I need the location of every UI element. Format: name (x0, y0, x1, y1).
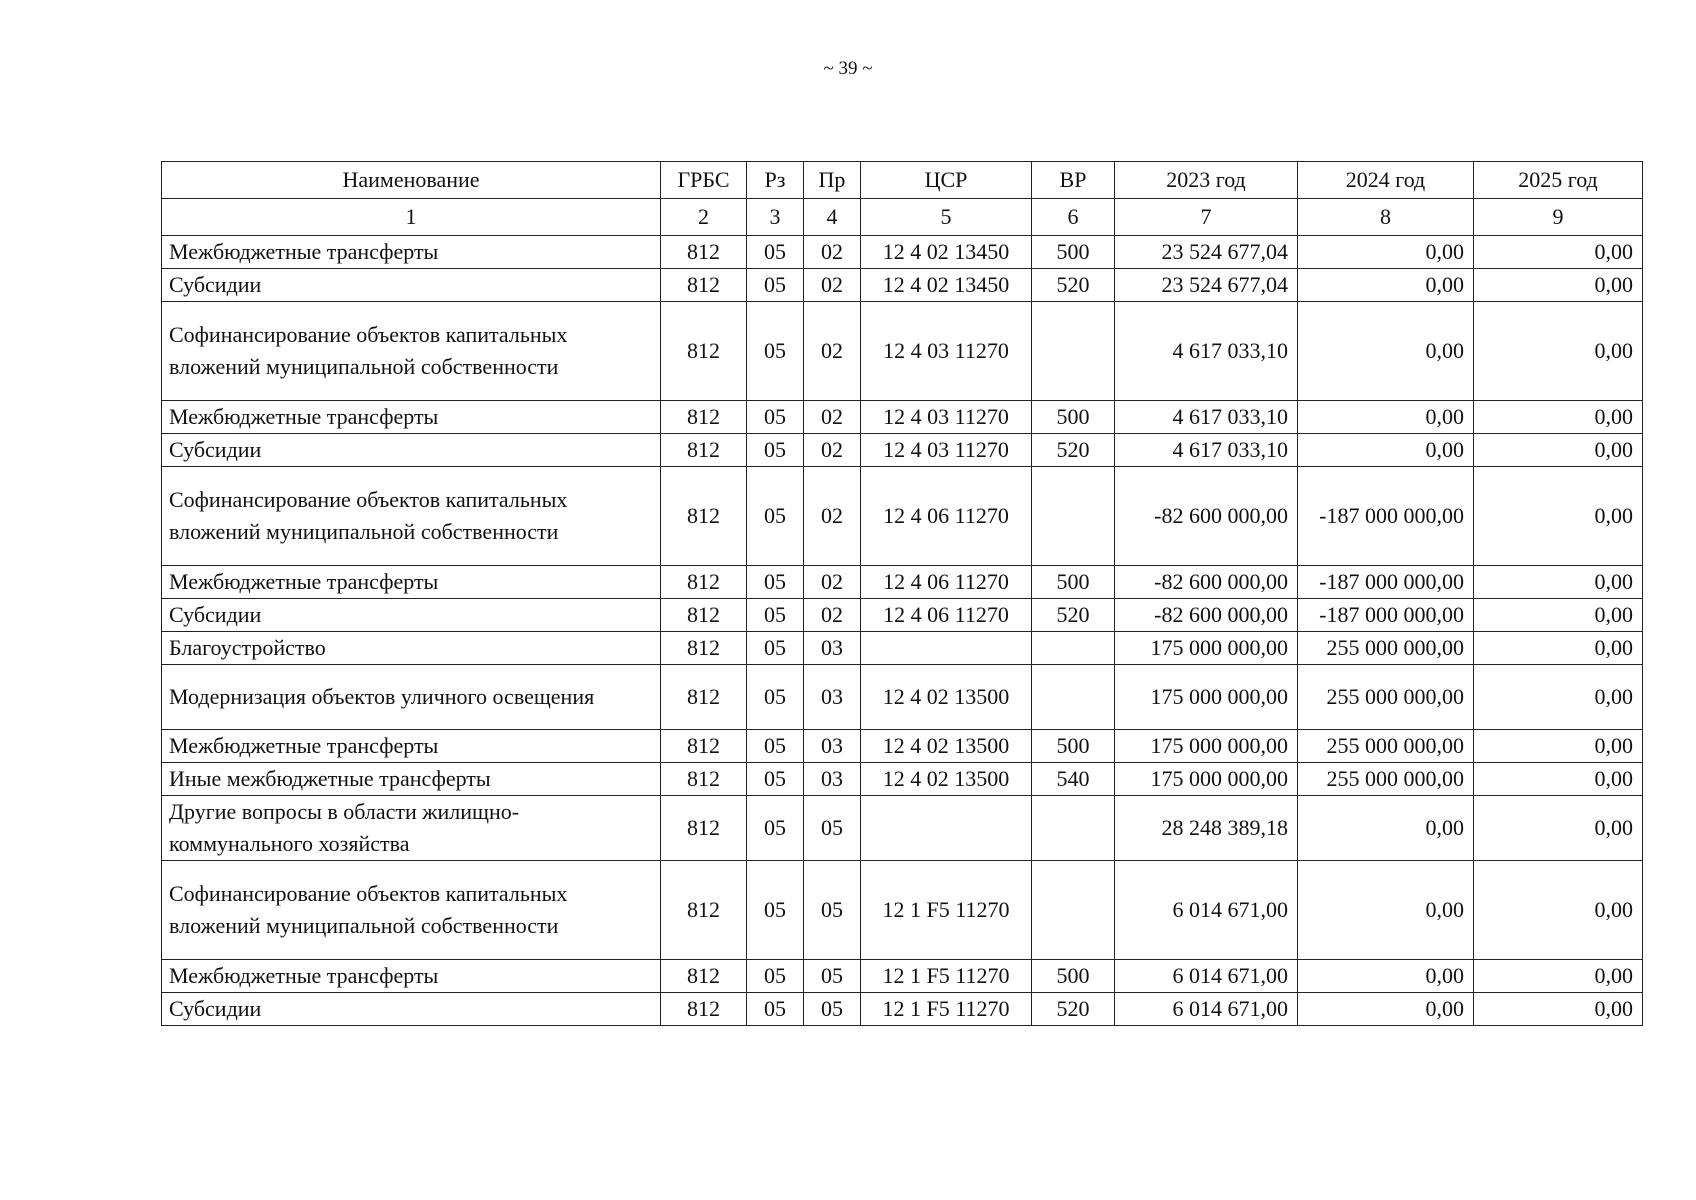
cell-amount-2023: 175 000 000,00 (1115, 730, 1298, 763)
cell-vr (1032, 861, 1115, 960)
cell-name: Софинансирование объектов капитальных вложений муниципальной собственности (162, 861, 661, 960)
cell-vr: 520 (1032, 434, 1115, 467)
cell-csr: 12 4 02 13500 (861, 665, 1032, 730)
cell-amount-2024: 0,00 (1298, 861, 1474, 960)
cell-amount-2025: 0,00 (1474, 467, 1643, 566)
cell-vr: 500 (1032, 960, 1115, 993)
cell-rz: 05 (747, 763, 804, 796)
header-row (162, 162, 1643, 199)
cell-amount-2025: 0,00 (1474, 269, 1643, 302)
cell-amount-2023: 6 014 671,00 (1115, 960, 1298, 993)
cell-grbs: 812 (661, 236, 747, 269)
cell-amount-2025: 0,00 (1474, 665, 1643, 730)
cell-pr: 02 (804, 434, 861, 467)
cell-amount-2025: 0,00 (1474, 401, 1643, 434)
table-row (162, 993, 1643, 1026)
cell-amount-2024: -187 000 000,00 (1298, 599, 1474, 632)
cell-amount-2023: 23 524 677,04 (1115, 269, 1298, 302)
column-index: 1 (162, 199, 661, 236)
cell-csr: 12 4 06 11270 (861, 599, 1032, 632)
cell-csr: 12 4 03 11270 (861, 302, 1032, 401)
cell-grbs: 812 (661, 665, 747, 730)
cell-amount-2024: 0,00 (1298, 993, 1474, 1026)
cell-amount-2023: 4 617 033,10 (1115, 401, 1298, 434)
cell-amount-2025: 0,00 (1474, 236, 1643, 269)
cell-vr (1032, 796, 1115, 861)
cell-vr (1032, 632, 1115, 665)
header-name: Наименование (162, 162, 661, 199)
table-row (162, 434, 1643, 467)
cell-csr (861, 632, 1032, 665)
cell-vr: 500 (1032, 730, 1115, 763)
cell-pr: 05 (804, 861, 861, 960)
cell-amount-2024: 255 000 000,00 (1298, 632, 1474, 665)
cell-amount-2024: 255 000 000,00 (1298, 763, 1474, 796)
budget-table (161, 161, 1643, 1026)
column-index: 5 (861, 199, 1032, 236)
cell-csr: 12 1 F5 11270 (861, 861, 1032, 960)
cell-name: Другие вопросы в области жилищно-коммунального хозяйства (162, 796, 661, 861)
column-index: 6 (1032, 199, 1115, 236)
cell-rz: 05 (747, 302, 804, 401)
cell-grbs: 812 (661, 730, 747, 763)
column-index-row (162, 199, 1643, 236)
cell-amount-2023: -82 600 000,00 (1115, 566, 1298, 599)
column-index: 3 (747, 199, 804, 236)
cell-amount-2025: 0,00 (1474, 302, 1643, 401)
cell-vr: 500 (1032, 566, 1115, 599)
cell-amount-2023: 175 000 000,00 (1115, 665, 1298, 730)
cell-amount-2025: 0,00 (1474, 993, 1643, 1026)
cell-grbs: 812 (661, 302, 747, 401)
cell-rz: 05 (747, 236, 804, 269)
cell-amount-2023: 6 014 671,00 (1115, 861, 1298, 960)
cell-pr: 02 (804, 401, 861, 434)
cell-amount-2023: 28 248 389,18 (1115, 796, 1298, 861)
cell-rz: 05 (747, 632, 804, 665)
table-row (162, 632, 1643, 665)
cell-amount-2023: 6 014 671,00 (1115, 993, 1298, 1026)
cell-csr: 12 4 02 13500 (861, 763, 1032, 796)
column-index: 2 (661, 199, 747, 236)
cell-rz: 05 (747, 467, 804, 566)
cell-rz: 05 (747, 401, 804, 434)
cell-amount-2025: 0,00 (1474, 434, 1643, 467)
cell-amount-2025: 0,00 (1474, 566, 1643, 599)
cell-name: Субсидии (162, 599, 661, 632)
table-row (162, 401, 1643, 434)
cell-amount-2025: 0,00 (1474, 599, 1643, 632)
cell-pr: 03 (804, 730, 861, 763)
cell-rz: 05 (747, 269, 804, 302)
header-2025: 2025 год (1474, 162, 1643, 199)
header-csr: ЦСР (861, 162, 1032, 199)
cell-vr: 520 (1032, 269, 1115, 302)
table-row (162, 599, 1643, 632)
cell-amount-2024: 255 000 000,00 (1298, 730, 1474, 763)
cell-rz: 05 (747, 434, 804, 467)
cell-amount-2023: 4 617 033,10 (1115, 302, 1298, 401)
cell-name: Субсидии (162, 993, 661, 1026)
header-2024: 2024 год (1298, 162, 1474, 199)
cell-name: Софинансирование объектов капитальных вложений муниципальной собственности (162, 467, 661, 566)
cell-amount-2024: 0,00 (1298, 269, 1474, 302)
cell-name: Софинансирование объектов капитальных вложений муниципальной собственности (162, 302, 661, 401)
cell-rz: 05 (747, 730, 804, 763)
cell-amount-2025: 0,00 (1474, 796, 1643, 861)
cell-amount-2024: 0,00 (1298, 960, 1474, 993)
cell-pr: 02 (804, 566, 861, 599)
cell-grbs: 812 (661, 960, 747, 993)
table-row (162, 796, 1643, 861)
header-pr: Пр (804, 162, 861, 199)
cell-pr: 05 (804, 993, 861, 1026)
cell-csr: 12 4 03 11270 (861, 401, 1032, 434)
cell-grbs: 812 (661, 632, 747, 665)
table-row (162, 665, 1643, 730)
cell-pr: 02 (804, 236, 861, 269)
table-body (162, 236, 1643, 1026)
header-rz: Рз (747, 162, 804, 199)
cell-amount-2025: 0,00 (1474, 763, 1643, 796)
cell-vr: 540 (1032, 763, 1115, 796)
cell-amount-2024: 0,00 (1298, 236, 1474, 269)
cell-csr: 12 4 06 11270 (861, 566, 1032, 599)
cell-grbs: 812 (661, 467, 747, 566)
table-row (162, 960, 1643, 993)
column-index: 8 (1298, 199, 1474, 236)
cell-name: Межбюджетные трансферты (162, 960, 661, 993)
cell-name: Межбюджетные трансферты (162, 730, 661, 763)
cell-amount-2024: 0,00 (1298, 434, 1474, 467)
cell-pr: 02 (804, 302, 861, 401)
cell-rz: 05 (747, 861, 804, 960)
cell-rz: 05 (747, 796, 804, 861)
table-row (162, 236, 1643, 269)
cell-name: Благоустройство (162, 632, 661, 665)
cell-pr: 05 (804, 960, 861, 993)
cell-amount-2024: 0,00 (1298, 796, 1474, 861)
cell-csr: 12 4 02 13450 (861, 236, 1032, 269)
column-index: 9 (1474, 199, 1643, 236)
cell-name: Межбюджетные трансферты (162, 566, 661, 599)
cell-rz: 05 (747, 665, 804, 730)
cell-grbs: 812 (661, 861, 747, 960)
cell-rz: 05 (747, 566, 804, 599)
cell-amount-2024: 0,00 (1298, 302, 1474, 401)
table-row (162, 763, 1643, 796)
cell-amount-2025: 0,00 (1474, 861, 1643, 960)
table-row (162, 861, 1643, 960)
cell-csr: 12 4 02 13500 (861, 730, 1032, 763)
cell-vr: 500 (1032, 401, 1115, 434)
cell-name: Субсидии (162, 269, 661, 302)
cell-amount-2025: 0,00 (1474, 632, 1643, 665)
table-row (162, 467, 1643, 566)
table-row (162, 566, 1643, 599)
cell-rz: 05 (747, 993, 804, 1026)
cell-amount-2023: 23 524 677,04 (1115, 236, 1298, 269)
cell-grbs: 812 (661, 434, 747, 467)
cell-grbs: 812 (661, 993, 747, 1026)
cell-name: Межбюджетные трансферты (162, 401, 661, 434)
cell-vr: 500 (1032, 236, 1115, 269)
cell-grbs: 812 (661, 763, 747, 796)
header-grbs: ГРБС (661, 162, 747, 199)
cell-csr: 12 4 02 13450 (861, 269, 1032, 302)
column-index: 7 (1115, 199, 1298, 236)
cell-vr (1032, 467, 1115, 566)
header-2023: 2023 год (1115, 162, 1298, 199)
cell-pr: 03 (804, 763, 861, 796)
cell-csr: 12 4 03 11270 (861, 434, 1032, 467)
cell-amount-2023: -82 600 000,00 (1115, 467, 1298, 566)
cell-pr: 05 (804, 796, 861, 861)
cell-pr: 02 (804, 467, 861, 566)
cell-name: Субсидии (162, 434, 661, 467)
cell-amount-2024: 255 000 000,00 (1298, 665, 1474, 730)
cell-amount-2025: 0,00 (1474, 730, 1643, 763)
cell-csr: 12 4 06 11270 (861, 467, 1032, 566)
cell-rz: 05 (747, 599, 804, 632)
cell-rz: 05 (747, 960, 804, 993)
column-index: 4 (804, 199, 861, 236)
cell-amount-2023: 4 617 033,10 (1115, 434, 1298, 467)
cell-vr: 520 (1032, 993, 1115, 1026)
cell-grbs: 812 (661, 796, 747, 861)
cell-name: Межбюджетные трансферты (162, 236, 661, 269)
cell-amount-2023: -82 600 000,00 (1115, 599, 1298, 632)
cell-vr: 520 (1032, 599, 1115, 632)
cell-csr: 12 1 F5 11270 (861, 960, 1032, 993)
cell-csr (861, 796, 1032, 861)
header-vr: ВР (1032, 162, 1115, 199)
cell-pr: 03 (804, 665, 861, 730)
table-row (162, 269, 1643, 302)
cell-grbs: 812 (661, 269, 747, 302)
cell-csr: 12 1 F5 11270 (861, 993, 1032, 1026)
cell-pr: 02 (804, 269, 861, 302)
cell-amount-2024: -187 000 000,00 (1298, 467, 1474, 566)
cell-grbs: 812 (661, 401, 747, 434)
cell-vr (1032, 665, 1115, 730)
cell-grbs: 812 (661, 566, 747, 599)
cell-amount-2024: -187 000 000,00 (1298, 566, 1474, 599)
cell-grbs: 812 (661, 599, 747, 632)
cell-name: Модернизация объектов уличного освещения (162, 665, 661, 730)
cell-amount-2024: 0,00 (1298, 401, 1474, 434)
cell-vr (1032, 302, 1115, 401)
cell-amount-2025: 0,00 (1474, 960, 1643, 993)
page-number: ~ 39 ~ (823, 58, 873, 79)
cell-name: Иные межбюджетные трансферты (162, 763, 661, 796)
table-row (162, 302, 1643, 401)
cell-amount-2023: 175 000 000,00 (1115, 632, 1298, 665)
cell-pr: 03 (804, 632, 861, 665)
cell-pr: 02 (804, 599, 861, 632)
table-row (162, 730, 1643, 763)
cell-amount-2023: 175 000 000,00 (1115, 763, 1298, 796)
